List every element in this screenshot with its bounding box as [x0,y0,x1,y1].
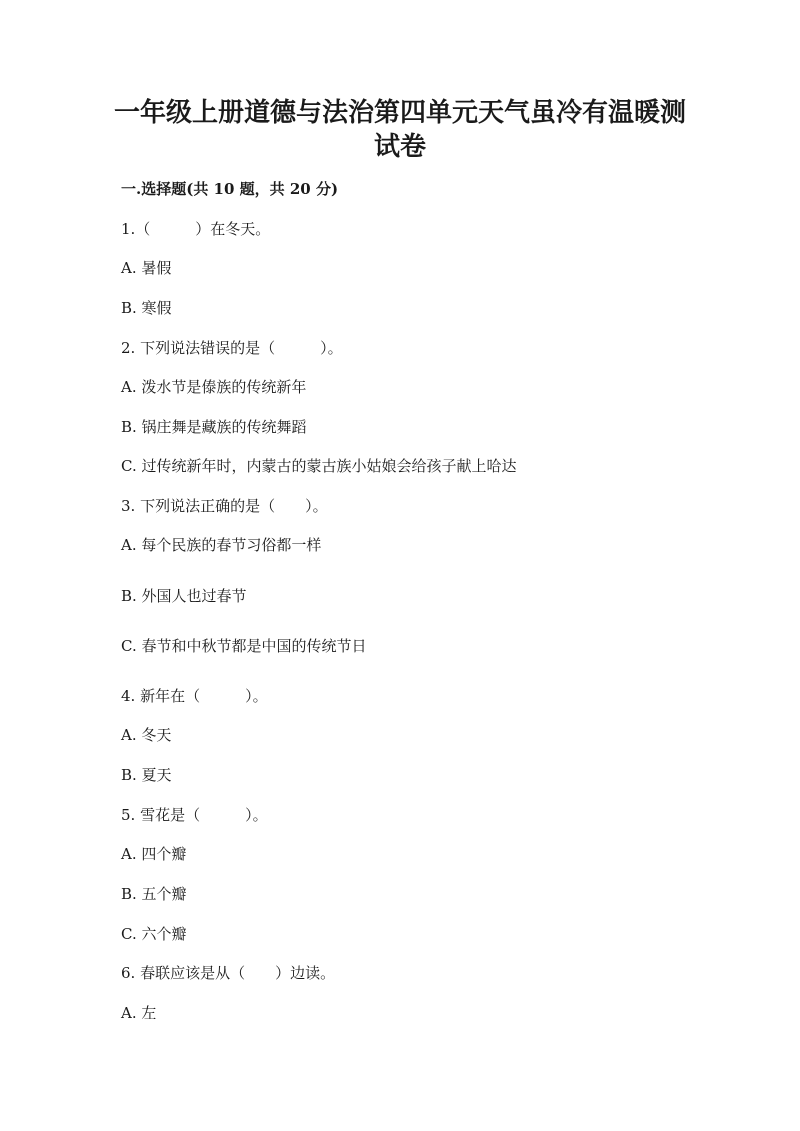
section-heading: 一.选择题(共 10 题，共 20 分) [121,180,339,198]
question-2-option-b: B. 锅庄舞是藏族的传统舞蹈 [121,418,307,436]
question-1-option-a: A. 暑假 [121,259,172,277]
question-5-stem: 5. 雪花是（ ）。 [121,806,268,824]
question-1-stem: 1.（ ）在冬天。 [121,220,271,238]
question-3-option-c: C. 春节和中秋节都是中国的传统节日 [121,637,367,655]
question-5-option-b: B. 五个瓣 [121,885,187,903]
page-title-line-1: 一年级上册道德与法治第四单元天气虽冷有温暖测 [113,98,686,128]
question-5-option-c: C. 六个瓣 [121,925,187,943]
question-3-option-b: B. 外国人也过春节 [121,587,247,605]
question-5-option-a: A. 四个瓣 [121,845,187,863]
question-2-option-a: A. 泼水节是傣族的传统新年 [121,378,307,396]
question-6-option-a: A. 左 [121,1004,157,1022]
question-1-option-b: B. 寒假 [121,299,172,317]
question-3-stem: 3. 下列说法正确的是（ ）。 [121,497,328,515]
question-2-option-c: C. 过传统新年时，内蒙古的蒙古族小姑娘会给孩子献上哈达 [121,457,517,475]
question-2-stem: 2. 下列说法错误的是（ ）。 [121,339,343,357]
question-4-stem: 4. 新年在（ ）。 [121,687,268,705]
page-title-line-2: 试卷 [373,132,426,162]
question-4-option-b: B. 夏天 [121,766,172,784]
question-3-option-a: A. 每个民族的春节习俗都一样 [121,536,322,554]
question-4-option-a: A. 冬天 [121,726,172,744]
question-6-stem: 6. 春联应该是从（ ）边读。 [121,964,336,982]
